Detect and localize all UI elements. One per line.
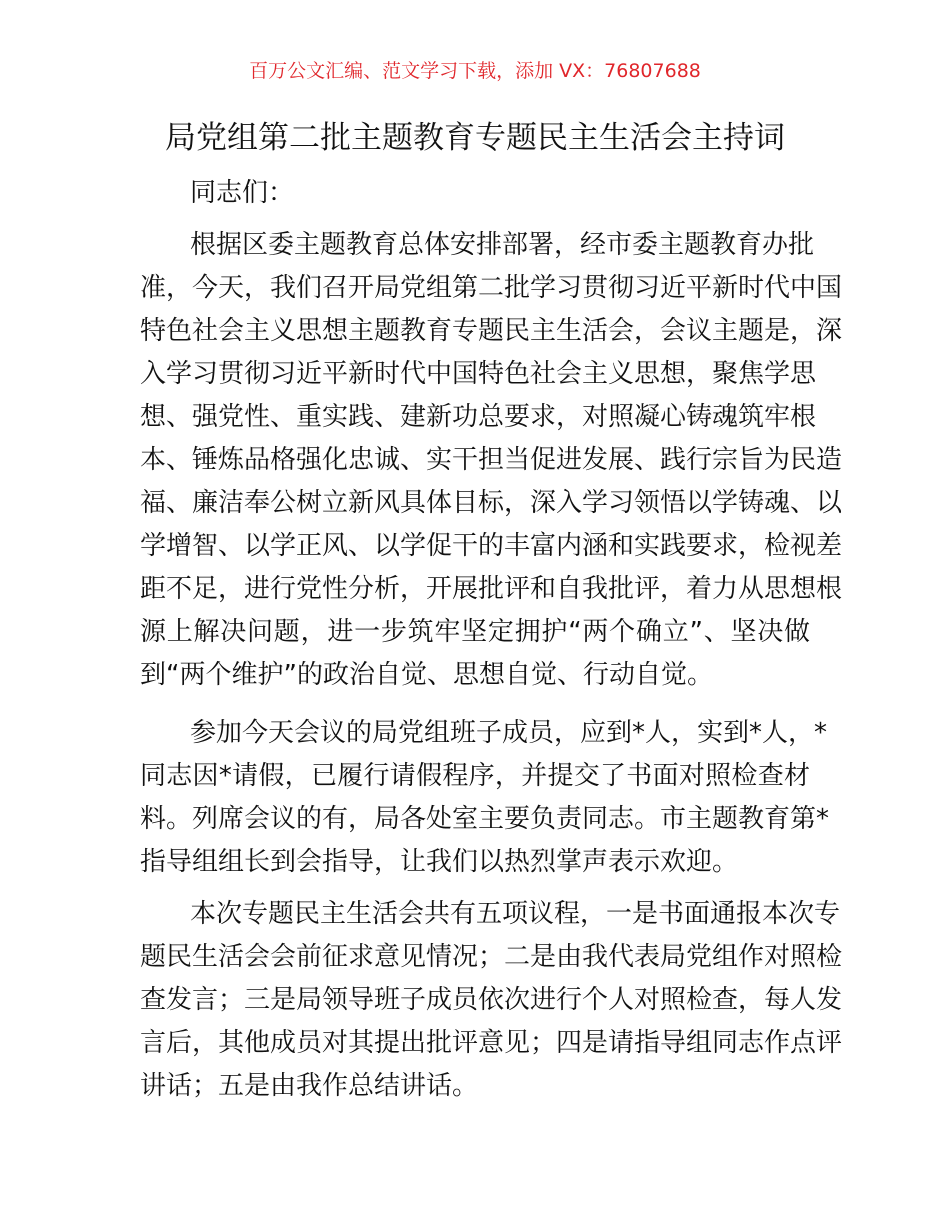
text-line: 根据区委主题教育总体安排部署，经市委主题教育办批 (190, 230, 815, 260)
text-line: 想、强党性、重实践、建新功总要求，对照凝心铸魂筑牢根 (140, 402, 817, 432)
paragraph-1 (140, 224, 843, 697)
text-line: 学增智、以学正风、以学促干的丰富内涵和实践要求，检视差 (140, 531, 843, 561)
text-line: 参加今天会议的局党组班子成员，应到*人，实到*人，* (190, 718, 828, 748)
text-line: 本次专题民主生活会共有五项议程，一是书面通报本次专 (190, 899, 841, 929)
text-line: 福、廉洁奉公树立新风具体目标，深入学习领悟以学铸魂、以 (140, 488, 843, 518)
greeting: 同志们： (190, 178, 295, 208)
text-line: 特色社会主义思想主题教育专题民主生活会，会议主题是，深 (140, 316, 843, 346)
paragraph-3 (140, 893, 843, 1108)
text-line: 同志因*请假，已履行请假程序，并提交了书面对照检查材 (140, 761, 810, 791)
text-line: 指导组组长到会指导，让我们以热烈掌声表示欢迎。 (140, 847, 739, 877)
text-line: 本、锤炼品格强化忠诚、实干担当促进发展、践行宗旨为民造 (140, 445, 843, 475)
text-line: 题民生活会会前征求意见情况；二是由我代表局党组作对照检 (140, 942, 843, 972)
text-line: 料。列席会议的有，局各处室主要负责同志。市主题教育第* (140, 804, 830, 834)
text-line: 源上解决问题，进一步筑牢坚定拥护“两个确立”、坚决做 (140, 617, 810, 647)
text-line: 入学习贯彻习近平新时代中国特色社会主义思想，聚焦学思 (140, 359, 817, 389)
text-line: 到“两个维护”的政治自觉、思想自觉、行动自觉。 (140, 660, 713, 690)
text-line: 言后，其他成员对其提出批评意见；四是请指导组同志作点评 (140, 1028, 843, 1058)
watermark-header: 百万公文汇编、范文学习下载，添加 VX：76807688 (249, 60, 701, 82)
paragraph-2 (140, 712, 830, 884)
text-line: 距不足，进行党性分析，开展批评和自我批评，着力从思想根 (140, 574, 843, 604)
text-line: 准，今天，我们召开局党组第二批学习贯彻习近平新时代中国 (140, 273, 843, 303)
text-line: 讲话；五是由我作总结讲话。 (140, 1071, 479, 1101)
document-title: 局党组第二批主题教育专题民主生活会主持词 (165, 120, 785, 156)
text-line: 查发言；三是局领导班子成员依次进行个人对照检查，每人发 (140, 985, 843, 1015)
